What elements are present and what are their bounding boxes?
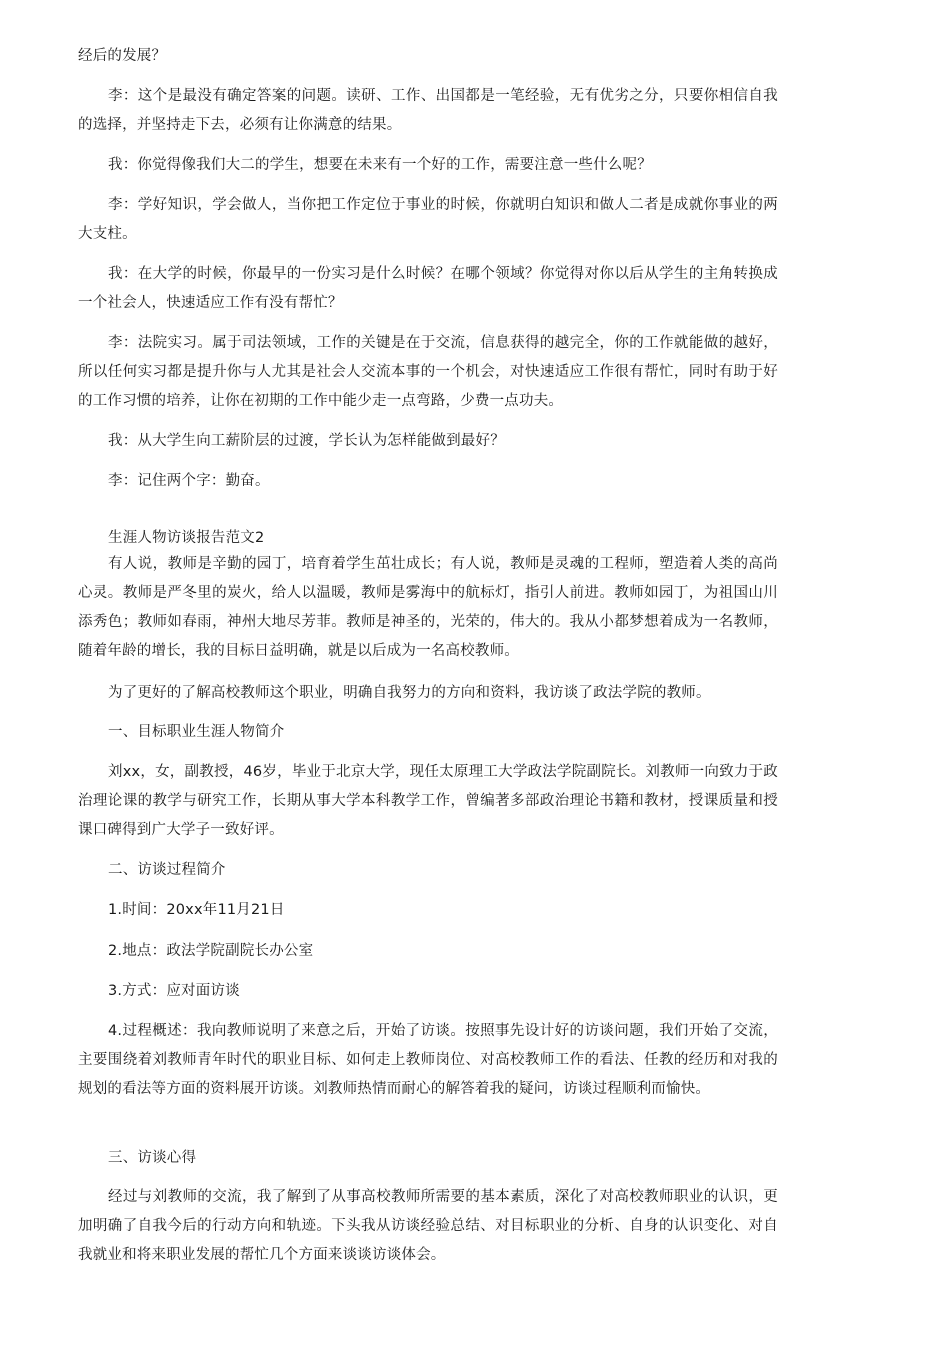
subheading-profile: 一、目标职业生涯人物简介 <box>108 724 285 740</box>
paragraph-answer-3: 李：法院实习。属于司法领域，工作的关键是在于交流，信息获得的越完全，你的工作就能做的越好，所以任何实习都是提升你与人尤其是社会人交流本事的一个机会，对快速适应工作很有帮忙，同时有助于好的工作习惯的培养，让你在初期的工作中能少走一点弯路，少费一点功夫。 <box>78 335 778 409</box>
paragraph-profile: 刘xx，女，副教授，46岁，毕业于北京大学，现任太原理工大学政法学院副院长。刘教师一向致力于政治理论课的教学与研究工作，长期从事大学本科教学工作，曾编著多部政治理论书籍和教材，授课质量和授课口碑得到广大学子一致好评。 <box>78 764 778 838</box>
item-location: 2.地点：政法学院副院长办公室 <box>108 943 314 959</box>
paragraph-purpose: 为了更好的了解高校教师这个职业，明确自我努力的方向和资料，我访谈了政法学院的教师。 <box>108 685 711 701</box>
paragraph-question-4: 我：从大学生向工薪阶层的过渡，学长认为怎样能做到最好？ <box>108 433 505 449</box>
paragraph-question-3: 我：在大学的时候，你最早的一份实习是什么时候？在哪个领域？你觉得对你以后从学生的主角转换成一个社会人，快速适应工作有没有帮忙？ <box>78 266 778 311</box>
section-heading: 生涯人物访谈报告范文2 <box>108 530 265 546</box>
subheading-process: 二、访谈过程简介 <box>108 862 226 878</box>
paragraph-intro: 有人说，教师是辛勤的园丁，培育着学生茁壮成长；有人说，教师是灵魂的工程师，塑造着人类的高尚心灵。教师是严冬里的炭火，给人以温暖，教师是雾海中的航标灯，指引人前进。教师如园丁，为祖国山川添秀色；教师如春雨，神州大地尽芳菲。教师是神圣的，光荣的，伟大的。我从小都梦想着成为一名教师，随着年龄的增长，我的目标日益明确，就是以后成为一名高校教师。 <box>78 556 778 659</box>
item-time: 1.时间：20xx年11月21日 <box>108 902 285 918</box>
paragraph-answer-2: 李：学好知识，学会做人，当你把工作定位于事业的时候，你就明白知识和做人二者是成就你事业的两大支柱。 <box>78 197 778 242</box>
paragraph-question-2: 我：你觉得像我们大二的学生，想要在未来有一个好的工作，需要注意一些什么呢？ <box>108 157 652 173</box>
paragraph-process-overview: 4.过程概述：我向教师说明了来意之后，开始了访谈。按照事先设计好的访谈问题，我们开始了交流，主要围绕着刘教师青年时代的职业目标、如何走上教师岗位、对高校教师工作的看法、任教的经历和对我的规划的看法等方面的资料展开访谈。刘教师热情而耐心的解答着我的疑问，访谈过程顺利而愉快。 <box>78 1023 778 1097</box>
item-method: 3.方式：应对面访谈 <box>108 983 240 999</box>
subheading-reflection: 三、访谈心得 <box>108 1150 197 1166</box>
paragraph-answer-1: 李：这个是最没有确定答案的问题。读研、工作、出国都是一笔经验，无有优劣之分，只要你相信自我的选择，并坚持走下去，必须有让你满意的结果。 <box>78 88 778 133</box>
paragraph-answer-4: 李：记住两个字：勤奋。 <box>108 473 270 489</box>
paragraph-reflection: 经过与刘教师的交流，我了解到了从事高校教师所需要的基本素质，深化了对高校教师职业的认识，更加明确了自我今后的行动方向和轨迹。下头我从访谈经验总结、对目标职业的分析、自身的认识变化、对自我就业和将来职业发展的帮忙几个方面来谈谈访谈体会。 <box>78 1189 778 1263</box>
paragraph-continuation: 经后的发展？ <box>78 48 167 64</box>
